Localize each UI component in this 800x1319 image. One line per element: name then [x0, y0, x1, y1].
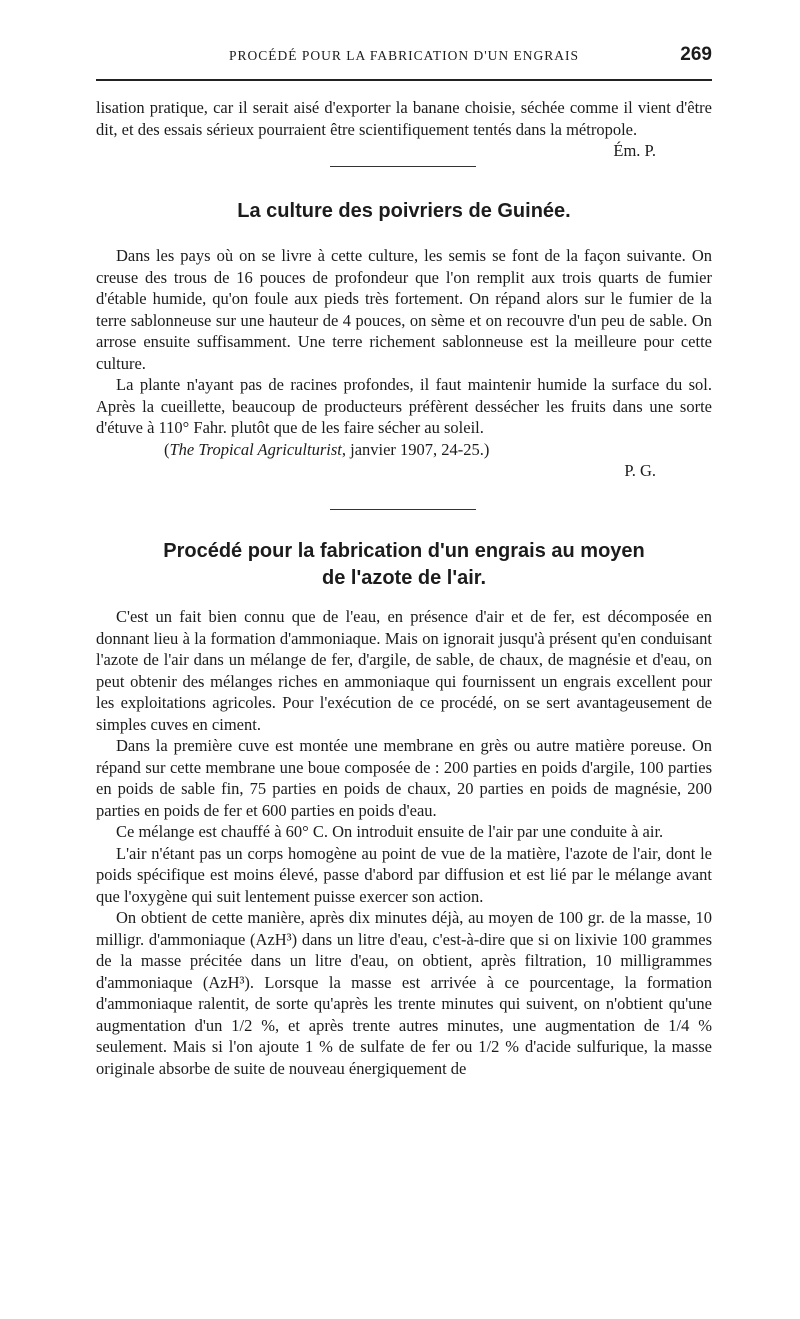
source-title: The Tropical Agriculturist [169, 439, 342, 459]
article-body-poivriers [96, 245, 712, 482]
article-title-line: de l'azote de l'air. [321, 567, 486, 589]
article-body-engrais [96, 606, 712, 1079]
page-number: 269 [680, 44, 712, 65]
intro-paragraph: lisation pratique, car il serait aisé d'exporter la banane choisie, séchée comme il vient d'être dit, et des essais sérieux pourraient être scientifiquement tentés dans la métropole. [96, 98, 712, 139]
source-citation [96, 439, 712, 461]
body-paragraph: On obtient de cette manière, après dix minutes déjà, au moyen de 100 gr. de la masse, 10 milligr. d'ammoniaque (AzH³) dans un litre d'eau, c'est-à-dire que si on lixivie 100 grammes de la masse précitée dans un litre d'eau, on obtient, après filtration, 10 milligrammes d'ammoniaque (AzH³). Lorsque la masse est arrivée à ce pourcentage, la formation d'ammoniaque ralentit, de sorte qu'après les trente minutes qui suivent, on n'obtient qu'une augmentation d'un 1/2 %, et après trente autres minutes, une augmentation de 1/4 % seulement. Mais si l'on ajoute 1 % de sulfate de fer ou 1/2 % d'acide sulfurique, la masse originale absorbe de suite de nouveau énergiquement de [96, 908, 712, 1078]
body-paragraph: Ce mélange est chauffé à 60° C. On introduit ensuite de l'air par une conduite à air. [116, 822, 664, 841]
body-paragraph: Dans la première cuve est montée une membrane en grès ou autre matière poreuse. On répand sur cette membrane une boue composée de : 200 parties en poids d'argile, 100 parties en poids de sable fin, 75 parties en poids de chaux, 20 parties en poids de magnésie, 200 parties en poids de fer et 600 parties en poids d'eau. [96, 736, 712, 820]
intro-section [96, 97, 712, 140]
header-rule [96, 79, 712, 81]
article-title-poivriers: La culture des poivriers de Guinée. [237, 200, 571, 222]
article-signature: P. G. [624, 461, 656, 480]
page-header [96, 44, 712, 72]
body-paragraph: Dans les pays où on se livre à cette culture, les semis se font de la façon suivante. On creuse des trous de 16 pouces de profondeur que l'on remplit aux trois quarts de fumier d'étable humide, qu'on foule aux pieds très fortement. On répand alors sur le fumier de la terre sablonneuse sur une hauteur de 4 pouces, on sème et on recouvre d'un peu de sable. On arrose ensuite suffisamment. Une terre richement sablonneuse est la meilleure pour cette culture. [96, 246, 712, 373]
separator-rule [330, 166, 476, 167]
body-paragraph: C'est un fait bien connu que de l'eau, en présence d'air et de fer, est décomposée en donnant lieu à la formation d'ammoniaque. Mais on ignorait jusqu'à présent qu'en conduisant l'azote de l'air dans un mélange de fer, d'argile, de sable, de chaux, de magnésie et d'eau, on peut obtenir des mélanges riches en ammoniaque qui fournissent un engrais excellent pour les exploitations agricoles. Pour l'exécution de ce procédé, on se sert avantageusement de simples cuves en ciment. [96, 607, 712, 734]
article-title-engrais [96, 538, 712, 592]
intro-signature-block [96, 140, 712, 162]
intro-signature: Ém. P. [613, 141, 656, 160]
body-paragraph: L'air n'étant pas un corps homogène au point de vue de la matière, l'azote de l'air, dont le poids spécifique est moins élevé, passe d'abord par diffusion et est lié par le mélange avant que l'oxygène qui suit lentement puisse exercer son action. [96, 843, 712, 906]
source-open: ( [164, 439, 170, 459]
source-details: , janvier 1907, 24-25.) [341, 439, 490, 459]
running-title: PROCÉDÉ POUR LA FABRICATION D'UN ENGRAIS [228, 48, 580, 63]
body-paragraph: La plante n'ayant pas de racines profondes, il faut maintenir humide la surface du sol. Après la cueillette, beaucoup de producteurs préfèrent dessécher les fruits dans une sorte d'étuve à 110° Fahr. plutôt que de les faire sécher au soleil. [96, 375, 712, 437]
article-title-line: Procédé pour la fabrication d'un engrais au moyen [163, 540, 645, 562]
separator-rule [330, 509, 476, 510]
